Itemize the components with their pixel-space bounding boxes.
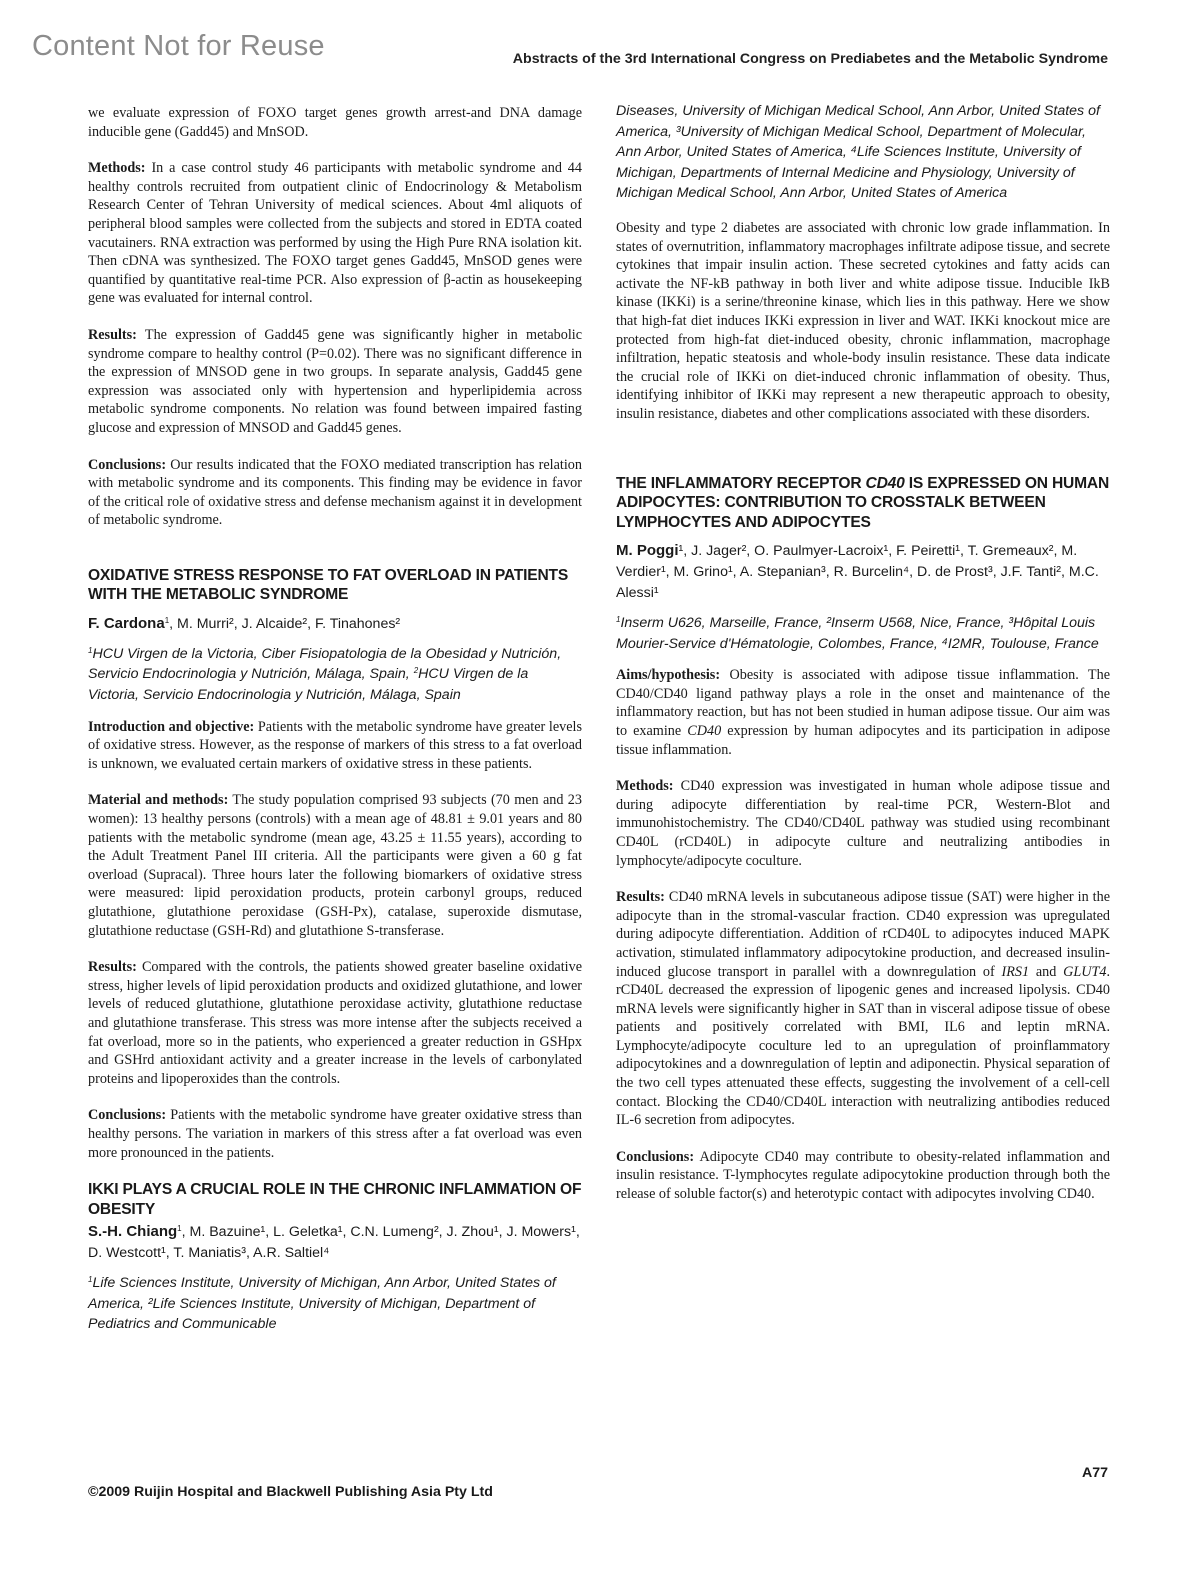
- conclusions-text-2: Patients with the metabolic syndrome have greater oxidative stress than healthy persons. The variation in markers of this stress after a fat overload was even more pronounced in the patients.: [88, 1107, 583, 1161]
- aims-gene: CD40: [687, 722, 722, 739]
- results-text-2: Compared with the controls, the patients showed greater baseline oxidative stress, higher levels of lipid peroxidation products and oxidized glutathione, and lower levels of reduced glutathione, glutathione peroxidase activity, glutathione reductase and glutathione transferase. This stress was more intense after the subjects received a fat overload, more so in the patients, who experienced a greater reduction in GSHpx and GSHrd antioxidant activity and a greater increase in the levels of carbonylated proteins and lipoperoxides than the controls.: [88, 959, 582, 1087]
- aims-text-2: expression by human adipocytes and its participation in adipose tissue inflammation.: [616, 722, 1111, 758]
- authors-ikki: S.-H. Chiang$^1$, M. Bazuine¹, L. Geletka¹, C.N. Lumeng², J. Zhou¹, J. Mowers¹, D. Westcott¹, T. Maniatis³, A.R. Saltiel⁴: [88, 1223, 580, 1262]
- methods-paragraph: [88, 159, 582, 308]
- other-authors: , M. Murri², J. Alcaide², F. Tinahones²: [169, 615, 401, 632]
- results-paragraph-cd40: [616, 888, 1110, 1130]
- affiliations-cd40: $^1$Inserm U626, Marseille, France, ²Inserm U568, Nice, France, ³Hôpital Louis Mourier-Service d'Hématologie, Colombes, France, ⁴I2MR, Toulouse, France: [616, 615, 1099, 652]
- intro-continuation: we evaluate expression of FOXO target genes growth arrest-and DNA damage inducible gene (Gadd45) and MnSOD.: [88, 105, 582, 140]
- affiliation-cd40: Inserm U626, Marseille, France, ²Inserm U568, Nice, France, ³Hôpital Louis Mourier-Service d'Hématologie, Colombes, France, ⁴I2MR, Toulouse, France: [616, 615, 1099, 652]
- affiliation-1: HCU Virgen de la Victoria, Ciber Fisiopatologia de la Obesidad y Nutrición, Servicio Endocrinologia y Nutrición, Málaga, Spain,: [88, 645, 562, 683]
- gene-irs1: IRS1: [1001, 963, 1030, 980]
- results-paragraph-2: [88, 958, 582, 1088]
- methods-text-cd40: CD40 expression was investigated in human whole adipose tissue and during adipocyte differentiation by real-time PCR, Western-Blot and immunohistochemistry. The CD40/CD40L pathway was studied using recombinant CD40L (rCD40L) in adipocyte culture and neutralizing antibodies in lymphocyte/adipocyte coculture.: [616, 778, 1111, 869]
- left-column: [88, 104, 582, 1347]
- intro-text: Patients with the metabolic syndrome have greater levels of oxidative stress. However, as the response of markers of this stress to a fat overload is unknown, we evaluated certain markers of oxidative stress in these patients.: [88, 718, 582, 772]
- results-paragraph: [88, 326, 582, 438]
- intro-paragraph: [88, 718, 582, 774]
- material-methods-text: The study population comprised 93 subjects (70 men and 23 women): 13 healthy persons (controls) with a mean age of 48.81 ± 9.01 years and 80 patients with the metabolic syndrome (mean age, 43.25 ± 11.55 years), according to the Adult Treatment Panel III criteria. All the participants were given a 60 g fat overload (Supracal). Three hours later the following biomarkers of oxidative stress were measured: lipid peroxidation products, protein carbonyl groups, reduced glutathione, glutathione peroxidase (GSH-Px), catalase, superoxide dismutase, glutathione reductase (GSH-Rd) and glutathione S-transferase.: [88, 792, 582, 939]
- results-text-1: CD40 mRNA levels in subcutaneous adipose tissue (SAT) were higher in the adipocyte than in the stromal-vascular fraction. CD40 expression was upregulated during adipocyte differentiation. Addition of rCD40L to adipocytes induced MAPK activation, stimulated inflammatory adipocytokine production, and decreased insulin-induced glucose transport in parallel with a downregulation of: [616, 889, 1110, 980]
- conclusions-label-2: Conclusions:: [88, 1107, 167, 1124]
- conclusions-label-cd40: Conclusions:: [616, 1148, 695, 1165]
- footer-copyright: ©2009 Ruijin Hospital and Blackwell Publishing Asia Pty Ltd: [88, 1484, 493, 1500]
- results-and: and: [1029, 963, 1064, 980]
- conclusions-paragraph-cd40: [616, 1148, 1110, 1204]
- results-label-cd40: Results:: [616, 889, 665, 906]
- lead-author-cd40: M. Poggi: [616, 542, 679, 559]
- title-gene: CD40: [865, 474, 905, 492]
- methods-text: In a case control study 46 participants with metabolic syndrome and 44 healthy controls recruited from outpatient clinic of Endocrinology & Metabolism Research Center of Tehran University of medical sciences. About 4ml aliquots of peripheral blood samples were collected from the subjects and stored in EDTA coated vacutainers. RNA extraction was performed by using the High Pure RNA isolation kit. Then cDNA was synthesized. The FOXO target genes Gadd45, MnSOD genes were quantified by quantitative real-time PCR. Also expression of β-actin as housekeeping gene was evaluated for internal control.: [88, 160, 582, 307]
- results-label: Results:: [88, 326, 137, 343]
- affiliation-2: HCU Virgen de la Victoria, Servicio Endocrinologia y Nutrición, Málaga, Spain: [88, 666, 529, 704]
- ikki-abstract-body: Obesity and type 2 diabetes are associated with chronic low grade inflammation. In states of overnutrition, inflammatory macrophages infiltrate adipose tissue, and secrete cytokines that impair insulin action. These secreted cytokines and fatty acids can activate the NF-kB pathway in both liver and white adipose tissue. Inducible IkB kinase (IKKi) is a serine/threonine kinase, which lies in this pathway. Here we show that high-fat diet induces IKKi expression in liver and WAT. IKKi knockout mice are protected from high-fat diet-induced obesity, chronic inflammation, macrophage infiltration, hepatic steatosis and whole-body insulin resistance. These data indicate the crucial role of IKKi on diet-induced chronic inflammation of obesity. Thus, identifying inhibitor of IKKi may represent a new therapeutic approach to obesity, insulin resistance, diabetes and other complications associated with these disorders.: [616, 219, 1110, 422]
- affiliations-ikki: $^1$Life Sciences Institute, University of Michigan, Ann Arbor, United States of America, ²Life Sciences Institute, University of Michigan, Department of Pediatrics and Communicable: [88, 1275, 556, 1333]
- lead-author-ikki: S.-H. Chiang: [88, 1223, 178, 1241]
- methods-paragraph-cd40: [616, 777, 1110, 870]
- material-methods-paragraph: [88, 791, 582, 940]
- results-label-2: Results:: [88, 959, 137, 976]
- gene-glut4: GLUT4: [1063, 963, 1107, 980]
- aims-label: Aims/hypothesis:: [616, 667, 721, 684]
- abstract-title-cd40: [616, 474, 1110, 533]
- conclusions-text-cd40: Adipocyte CD40 may contribute to obesity-related inflammation and insulin resistance. T-lymphocytes regulate adipocytokine production through both the release of soluble factor(s) and heterotypic contact with adipocytes involving CD40.: [616, 1148, 1110, 1203]
- conclusions-label: Conclusions:: [88, 456, 167, 473]
- material-methods-label: Material and methods:: [88, 792, 229, 809]
- abstract-title-ikki: IKKI PLAYS A CRUCIAL ROLE IN THE CHRONIC INFLAMMATION OF OBESITY: [88, 1181, 582, 1218]
- page-number: A77: [1081, 1465, 1108, 1481]
- other-authors-cd40: ¹, J. Jager², O. Paulmyer-Lacroix¹, F. Peiretti¹, T. Gremeaux², M. Verdier¹, M. Grino¹, A. Stepanian³, R. Burcelin⁴, D. de Prost³, J.F. Tanti², M.C. Alessi¹: [616, 543, 1099, 601]
- title-part-a: THE INFLAMMATORY RECEPTOR: [616, 474, 866, 492]
- authors-oxidative-stress: F. Cardona$^1$, M. Murri², J. Alcaide², F. Tinahones²: [88, 614, 401, 632]
- affiliation-ikki: Life Sciences Institute, University of Michigan, Ann Arbor, United States of America, ²Life Sciences Institute, University of Michigan, Department of Pediatrics and Communicable: [88, 1275, 556, 1333]
- affiliations-ikki-continued: Diseases, University of Michigan Medical School, Ann Arbor, United States of America, ³University of Michigan Medical School, Department of Molecular, Ann Arbor, United States of America, ⁴Life Sciences Institute, University of Michigan, Departments of Internal Medicine and Physiology, University of Michigan Medical School, Ann Arbor, United States of America: [616, 103, 1100, 202]
- methods-label-cd40: Methods:: [616, 778, 674, 795]
- conclusions-paragraph-2: [88, 1106, 582, 1162]
- watermark: Content Not for Reuse: [32, 30, 325, 62]
- lead-author: F. Cardona: [88, 614, 165, 632]
- abstract-title-oxidative-stress: OXIDATIVE STRESS RESPONSE TO FAT OVERLOAD IN PATIENTS WITH THE METABOLIC SYNDROME: [88, 566, 569, 604]
- running-head: Abstracts of the 3rd International Congress on Prediabetes and the Metabolic Syndrome: [512, 51, 1108, 67]
- title-part-b: IS EXPRESSED ON HUMAN ADIPOCYTES: CONTRIBUTION TO CROSSTALK BETWEEN LYMPHOCYTES AND ADIPOCYTES: [616, 474, 1110, 531]
- intro-label: Introduction and objective:: [88, 718, 255, 735]
- results-text-2: . rCD40L decreased the expression of lipogenic genes and increased lipolysis. CD40 mRNA levels were significantly higher in SAT than in visceral adipose tissue of obese patients and positively correlated with BMI, IL6 and leptin mRNA. Lymphocyte/adipocyte coculture led to an upregulation of proinflammatory adipocytokines and a downregulation of leptin and adiponectin. Physical separation of the two cell types attenuated these effects, suggesting the involvement of a cell-cell contact. Blocking the CD40/CD40L interaction with neutralizing antibodies reduced IL-6 secretion from adipocytes.: [616, 963, 1110, 1129]
- conclusions-paragraph: [88, 456, 582, 530]
- right-column: [616, 104, 1110, 1222]
- affiliations-oxidative-stress: $^1$HCU Virgen de la Victoria, Ciber Fisiopatologia de la Obesidad y Nutrición, Servicio Endocrinologia y Nutrición, Málaga, Spain, $^2$HCU Virgen de la Victoria, Servicio Endocrinologia y Nutrición, Málaga, Spain: [88, 645, 562, 704]
- aims-text-1: Obesity is associated with adipose tissue inflammation. The CD40/CD40 ligand pathway plays a role in the onset and maintenance of the inflammatory reaction, but has not been studied in human adipose tissue. Our aim was to examine: [616, 667, 1110, 739]
- other-authors-ikki: , M. Bazuine¹, L. Geletka¹, C.N. Lumeng², J. Zhou¹, J. Mowers¹, D. Westcott¹, T. Maniatis³, A.R. Saltiel⁴: [88, 1224, 580, 1262]
- conclusions-text: Our results indicated that the FOXO mediated transcription has relation with metabolic syndrome and its components. This finding may be evidence in favor of the critical role of oxidative stress and defense mechanism against it in development of metabolic syndrome.: [88, 456, 582, 529]
- methods-label: Methods:: [88, 160, 146, 177]
- results-text: The expression of Gadd45 gene was significantly higher in metabolic syndrome compare to healthy control (P=0.02). There was no significant difference in the expression of MNSOD gene in two groups. In separate analysis, Gadd45 gene expression was associated only with hypertension and hyperlipidemia across metabolic syndrome components. No relation was found between impaired fasting glucose and expression of MNSOD and Gadd45 genes.: [88, 326, 582, 436]
- aims-paragraph: [616, 666, 1110, 759]
- authors-cd40: [616, 540, 1110, 604]
